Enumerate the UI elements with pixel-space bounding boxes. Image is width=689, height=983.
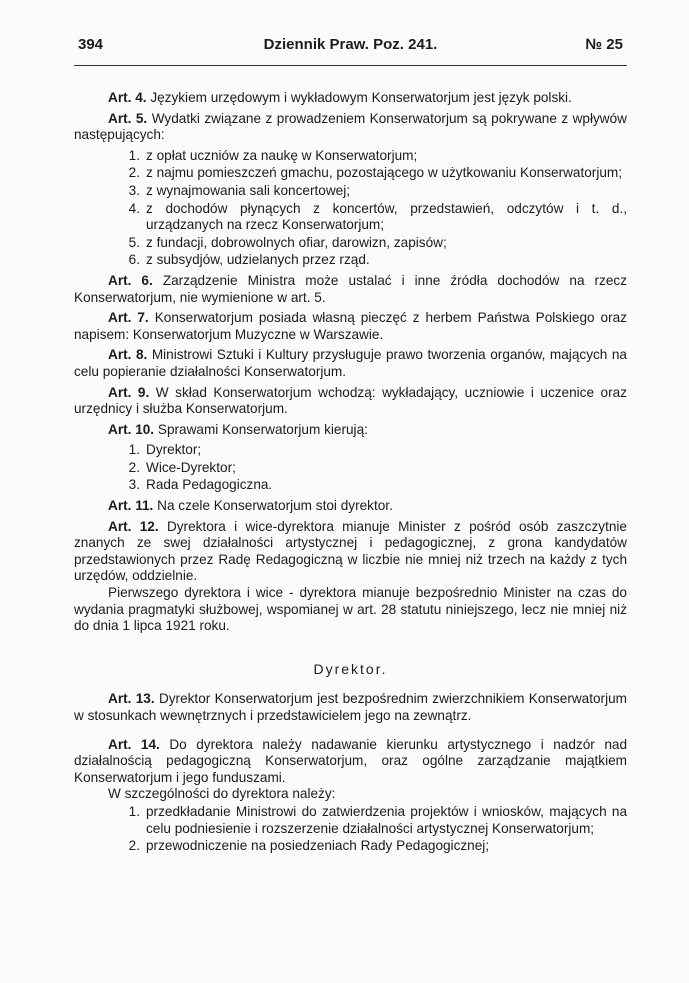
list-item [74, 804, 627, 837]
page-number: 394 [78, 36, 104, 53]
list-item-text: z dochodów płynących z koncertów, przedstawień, odczytów i t. d., urządzanych na rzecz Konserwatorjum; [146, 200, 627, 233]
list-item [74, 460, 627, 477]
article-12 [74, 519, 627, 585]
issue-number: № 25 [585, 36, 623, 53]
article-13 [74, 691, 627, 724]
article-4 [74, 90, 627, 107]
article-label: Art. 14. [108, 736, 160, 752]
article-text: Językiem urzędowym i wykładowym Konserwatorjum jest język polski. [150, 90, 572, 105]
list-item-number: 4. [128, 200, 140, 216]
article-label: Art. 12. [108, 518, 159, 534]
list-item-number: 3. [128, 477, 140, 493]
article-14 [74, 737, 627, 787]
article-5 [74, 111, 627, 144]
article-8 [74, 347, 627, 380]
list-item [74, 442, 627, 459]
article-text: Dyrektor Konserwatorjum jest bezpośrednim zwierzchnikiem Konserwatorjum w stosunkach wewnętrznych i przedstawicielem jego na zewnątrz. [74, 691, 627, 723]
list-item-text: Rada Pedagogiczna. [146, 477, 273, 493]
list-item-text: Wice-Dyrektor; [146, 459, 236, 475]
list-item [74, 148, 627, 165]
list-item [74, 201, 627, 234]
article-label: Art. 8. [108, 347, 148, 363]
article-text: Dyrektora i wice-dyrektora mianuje Minister z pośród osób zaszczytnie znanych ze swej działalności artystycznej i pedagogicznej, z grona kandydatów przedstawionych przez Radę Redagogiczną w liczbie nie mniej niż trzech na każdy z tych urzędów, oddzielnie. [74, 518, 627, 584]
article-text: Na czele Konserwatorjum stoi dyrektor. [157, 498, 393, 514]
list-item-number: 1. [128, 442, 140, 458]
article-label: Art. 4. [108, 90, 147, 105]
article-14-list [74, 804, 627, 855]
list-item-text: z opłat uczniów za naukę w Konserwatorjum; [146, 147, 418, 163]
list-item-number: 1. [128, 803, 140, 819]
list-item-text: z najmu pomieszczeń gmachu, pozostającego w użytkowaniu Konserwatorjum; [146, 165, 623, 181]
list-item-number: 1. [128, 147, 140, 163]
article-text: Sprawami Konserwatorjum kierują: [157, 421, 368, 437]
list-item-number: 3. [128, 182, 140, 198]
list-item [74, 165, 627, 182]
list-item [74, 252, 627, 269]
list-item-number: 5. [128, 234, 140, 250]
article-text: W skład Konserwatorjum wchodzą: wykładający, uczniowie i uczenice oraz urzędnicy i służba Konserwatorjum. [74, 384, 627, 417]
list-item [74, 235, 627, 252]
page-header [78, 36, 623, 60]
article-5-list [74, 148, 627, 269]
list-item-number: 2. [128, 838, 140, 854]
article-text: Konserwatorjum posiada własną pieczęć z herbem Państwa Polskiego oraz napisem: Konserwatorjum Muzyczne w Warszawie. [74, 310, 628, 342]
header-rule [74, 65, 627, 66]
list-item-text: z subsydjów, udzielanych przez rząd. [146, 252, 370, 268]
list-item [74, 838, 627, 855]
list-item-text: przedkładanie Ministrowi do zatwierdzenia projektów i wniosków, mających na celu podniesienie i rozszerzenie działalności artystycznej Konserwatorjum; [146, 803, 627, 836]
article-label: Art. 5. [108, 110, 148, 126]
list-item [74, 183, 627, 200]
document-body [74, 90, 627, 859]
list-item-number: 2. [128, 459, 140, 475]
article-label: Art. 13. [108, 691, 155, 707]
list-item-text: z fundacji, dobrowolnych ofiar, darowizn, zapisów; [146, 234, 447, 250]
article-14-paragraph-2: W szczególności do dyrektora należy: [108, 786, 336, 802]
article-text: Ministrowi Sztuki i Kultury przysługuje prawo tworzenia organów, mających na celu popieranie działalności Konserwatorjum. [74, 347, 627, 379]
list-item-number: 6. [128, 252, 140, 268]
article-12-paragraph-2: Pierwszego dyrektora i wice - dyrektora mianuje bezpośrednio Minister na czas do wydania pragmatyki służbowej, wspomianej w art. 28 statutu niniejszego, lecz nie mniej niż do dnia 1 lipca 1921 roku. [74, 585, 627, 634]
article-6 [74, 273, 627, 306]
article-11 [74, 498, 627, 515]
list-item-text: przewodniczenie na posiedzeniach Rady Pedagogicznej; [146, 838, 490, 854]
article-label: Art. 9. [108, 384, 150, 400]
article-9 [74, 385, 627, 418]
article-10-list [74, 442, 627, 494]
section-heading: Dyrektor. [313, 660, 388, 677]
article-7 [74, 310, 627, 343]
article-label: Art. 7. [108, 310, 149, 326]
spacer [74, 729, 627, 737]
article-10 [74, 422, 627, 439]
article-text: Zarządzenie Ministra może ustalać i inne źródła dochodów na rzecz Konserwatorjum, nie wymienione w art. 5. [74, 272, 628, 305]
article-text: Do dyrektora należy nadawanie kierunku artystycznego i nadzór nad działalnością pedagogiczną Konserwatorjum, oraz ogólne zarządzanie majątkiem Konserwatorjum i jego funduszami. [74, 736, 628, 785]
article-label: Art. 11. [108, 498, 154, 514]
article-label: Art. 6. [108, 272, 153, 288]
article-text: Wydatki związane z prowadzeniem Konserwatorjum są pokrywane z wpływów następujących: [74, 110, 627, 143]
list-item [74, 477, 627, 494]
article-label: Art. 10. [108, 421, 155, 437]
list-item-text: z wynajmowania sali koncertowej; [146, 182, 350, 198]
list-item-number: 2. [128, 165, 140, 181]
list-item-text: Dyrektor; [146, 442, 202, 458]
journal-title: Dziennik Praw. Poz. 241. [263, 36, 438, 53]
